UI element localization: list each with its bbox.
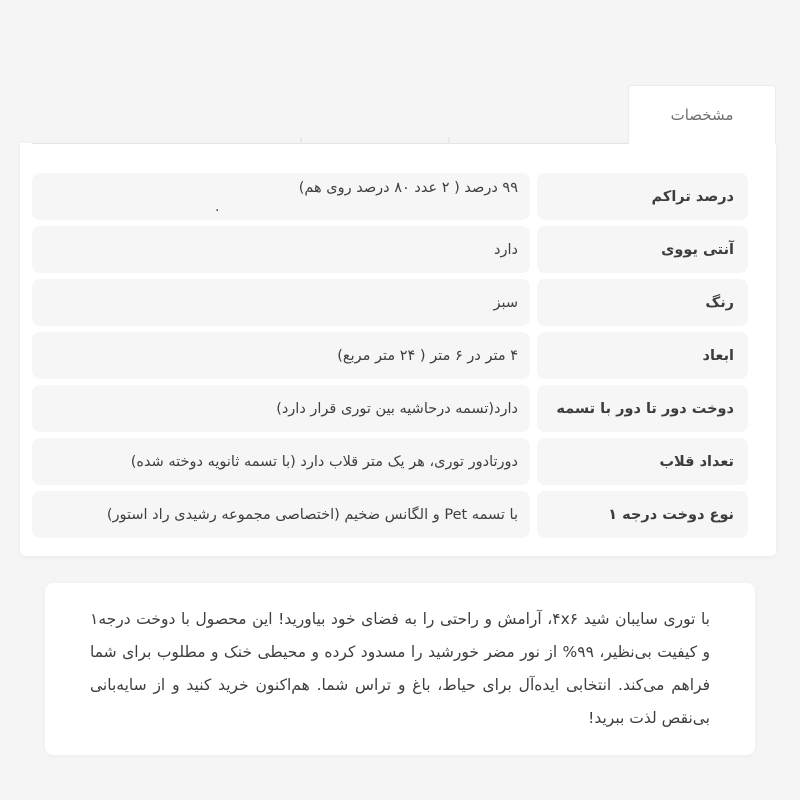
- spec-value-note: .: [215, 198, 220, 215]
- spec-label-dimensions: ابعاد: [537, 332, 748, 379]
- product-description-text: با توری سایبان شید ۴x۶، آرامش و راحتی را به فضای خود بیاورید! این محصول با دوخت درجه۱ و کیفیت بی‌نظیر، ۹۹% از نور مضر خورشید را مسدود کرده و محیطی خنک و مطلوب برای شما فراهم می‌کند. انتخابی ایده‌آل برای حیاط، باغ و تراس شما. هم‌اکنون خرید کنید و از سایه‌بانی بی‌نقص لذت ببرید!: [90, 610, 710, 727]
- spec-value-color: سبز: [32, 279, 530, 326]
- product-description-card: [45, 583, 755, 755]
- spec-value-text: ۹۹ درصد ( ۲ عدد ۸۰ درصد روی هم): [298, 179, 518, 196]
- tab-specifications-label: مشخصات: [670, 106, 734, 124]
- spec-label-color: رنگ: [537, 279, 748, 326]
- table-row: [32, 438, 748, 485]
- spec-table: [20, 143, 776, 538]
- tab-specifications[interactable]: [628, 85, 776, 144]
- table-row: [32, 173, 748, 220]
- spec-value-stitching-strap: دارد(تسمه درحاشیه بین توری قرار دارد): [32, 385, 530, 432]
- table-row: [32, 385, 748, 432]
- spec-label-hook-count: تعداد قلاب: [537, 438, 748, 485]
- spec-label-anti-uv: آنتی یووی: [537, 226, 748, 273]
- spec-value-density: [32, 173, 530, 220]
- spec-label-density: درصد تراکم: [537, 173, 748, 220]
- tabbar-divider: [32, 143, 628, 144]
- table-row: [32, 491, 748, 538]
- spec-value-anti-uv: دارد: [32, 226, 530, 273]
- tab-separator-notch: [300, 137, 302, 144]
- spec-value-hook-count: دورتادور توری، هر یک متر قلاب دارد (با تسمه ثانویه دوخته شده): [32, 438, 530, 485]
- table-row: [32, 332, 748, 379]
- spec-label-stitching-strap: دوخت دور تا دور با تسمه: [537, 385, 748, 432]
- tab-separator-notch: [448, 137, 450, 144]
- table-row: [32, 226, 748, 273]
- specs-card: [20, 143, 776, 556]
- spec-label-stitch-type: نوع دوخت درجه ۱: [537, 491, 748, 538]
- table-row: [32, 279, 748, 326]
- spec-value-stitch-type: با تسمه Pet و الگانس ضخیم (اختصاصی مجموعه رشیدی راد استور): [32, 491, 530, 538]
- spec-value-dimensions: ۴ متر در ۶ متر ( ۲۴ متر مربع): [32, 332, 530, 379]
